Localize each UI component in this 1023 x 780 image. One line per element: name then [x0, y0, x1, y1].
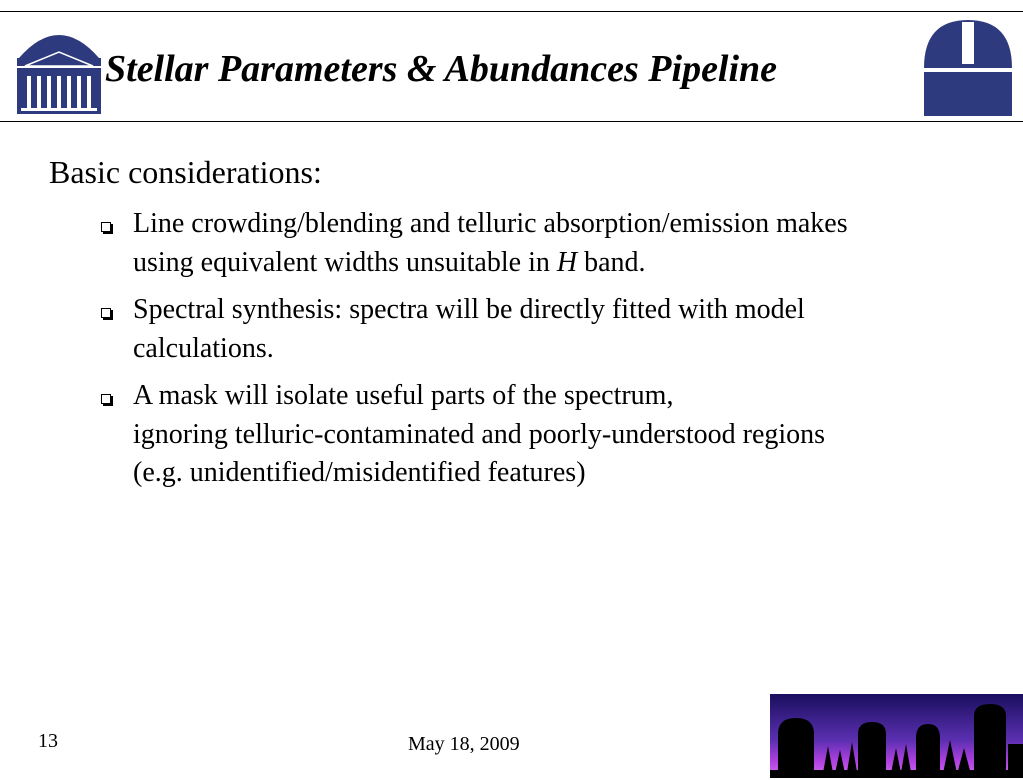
- bullet-item: [100, 205, 1000, 282]
- observatory-night-skyline-image: [770, 694, 1023, 778]
- bullet-line: (e.g. unidentified/misidentified features): [133, 457, 586, 488]
- bullet-item: [100, 291, 1000, 368]
- slide-title: Stellar Parameters & Abundances Pipeline: [105, 48, 778, 90]
- section-heading: Basic considerations:: [49, 154, 322, 190]
- checkbox-bullet-icon: [101, 222, 111, 232]
- bullet-text: band.: [577, 246, 646, 278]
- bullet-line: Spectral synthesis: spectra will be directly fitted with model: [133, 294, 805, 325]
- bullet-list: [100, 205, 1000, 502]
- bullet-line: calculations.: [133, 332, 274, 364]
- checkbox-bullet-icon: [101, 308, 111, 318]
- bullet-line: A mask will isolate useful parts of the spectrum,: [133, 380, 674, 411]
- footer-date: May 18, 2009: [408, 733, 520, 755]
- bullet-line: Line crowding/blending and telluric absorption/emission makes: [133, 208, 848, 239]
- bullet-line: [133, 244, 1000, 283]
- observatory-dome-icon: [922, 18, 1014, 116]
- page-number: 13: [38, 730, 58, 752]
- header-top-rule: [0, 11, 1023, 12]
- header-bottom-rule: [0, 121, 1023, 122]
- bullet-text: using equivalent widths unsuitable in: [133, 246, 557, 278]
- rotunda-logo-icon: [15, 18, 103, 116]
- band-symbol: H: [556, 246, 578, 278]
- bullet-line: ignoring telluric-contaminated and poorly-understood regions: [133, 418, 826, 450]
- bullet-item: [100, 377, 1000, 493]
- checkbox-bullet-icon: [101, 394, 111, 404]
